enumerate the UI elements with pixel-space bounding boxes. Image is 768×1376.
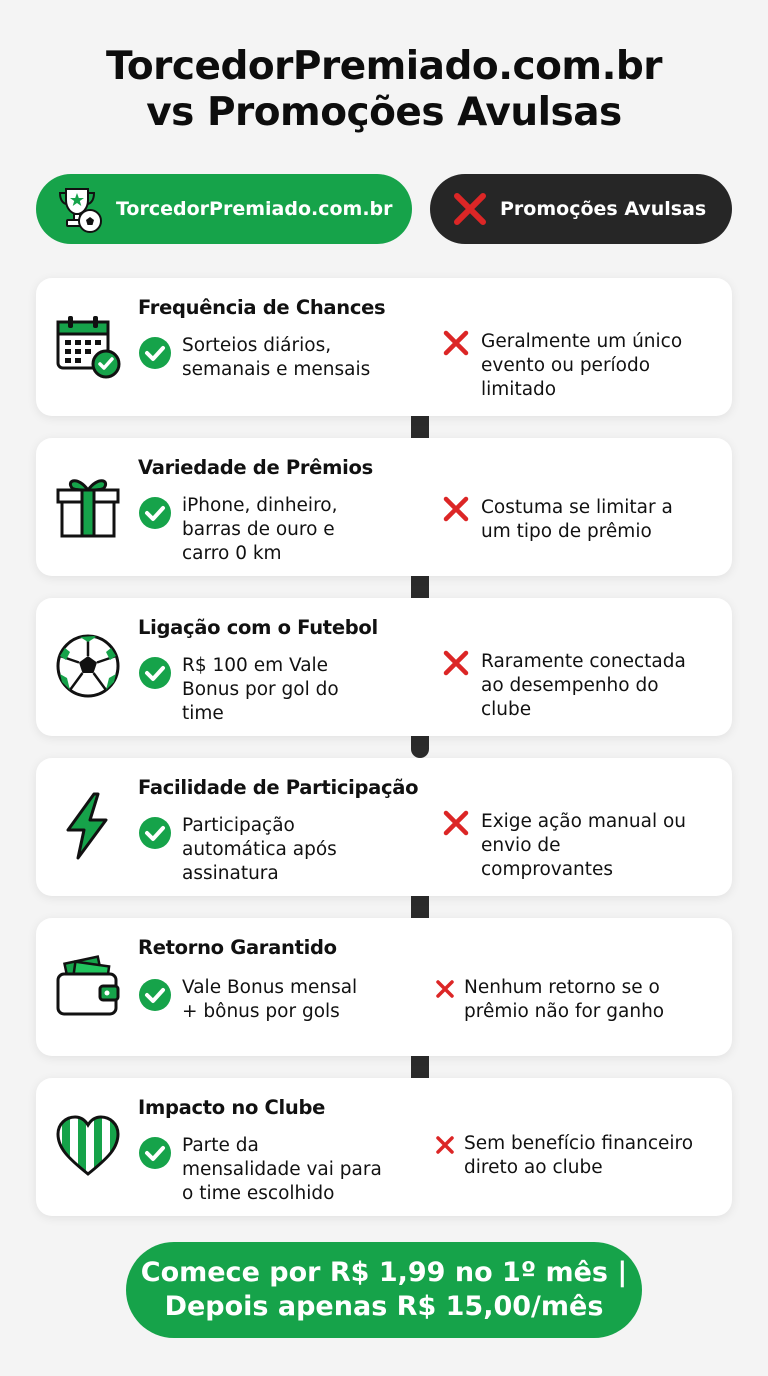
green-check-icon bbox=[138, 816, 172, 850]
title-line-1: TorcedorPremiado.com.br bbox=[105, 44, 663, 89]
con-item bbox=[441, 810, 686, 882]
comparison-row-variedade bbox=[36, 438, 732, 576]
calendar-check-icon bbox=[54, 312, 122, 380]
pro-item bbox=[138, 976, 408, 1024]
category-title: Impacto no Clube bbox=[138, 1096, 326, 1119]
pro-text: Vale Bonus mensal + bônus por gols bbox=[182, 977, 358, 1022]
comparison-row-frequencia bbox=[36, 278, 732, 416]
page-title bbox=[0, 44, 768, 136]
green-check-icon bbox=[138, 978, 172, 1012]
con-text: Geralmente um único evento ou período limitado bbox=[481, 331, 683, 400]
con-text: Nenhum retorno se o prêmio não for ganho bbox=[464, 977, 665, 1022]
green-check-icon bbox=[138, 1136, 172, 1170]
comparison-row-facilidade bbox=[36, 758, 732, 896]
green-check-icon bbox=[138, 496, 172, 530]
pro-item bbox=[138, 494, 408, 566]
comparison-row-impacto bbox=[36, 1078, 732, 1216]
pro-text: Participação automática após assinatura bbox=[182, 815, 337, 884]
green-check-icon bbox=[138, 336, 172, 370]
pro-item bbox=[138, 814, 408, 886]
pro-item bbox=[138, 654, 408, 726]
cta-line-2: Depois apenas R$ 15,00/mês bbox=[164, 1291, 604, 1322]
promocoes-avulsas-header-pill bbox=[430, 174, 732, 244]
pro-item bbox=[138, 1134, 408, 1206]
con-item bbox=[441, 330, 682, 402]
pro-item bbox=[138, 334, 408, 382]
green-check-icon bbox=[138, 656, 172, 690]
torcedor-premiado-header-pill bbox=[36, 174, 412, 244]
promocoes-avulsas-label: Promoções Avulsas bbox=[500, 198, 707, 220]
con-item bbox=[441, 496, 673, 544]
red-x-icon bbox=[441, 808, 471, 838]
red-x-icon bbox=[452, 191, 488, 227]
striped-heart-icon bbox=[54, 1112, 122, 1180]
soccer-ball-icon bbox=[54, 632, 122, 700]
red-x-icon bbox=[441, 328, 471, 358]
con-item bbox=[441, 650, 686, 722]
comparison-row-retorno bbox=[36, 918, 732, 1056]
con-text: Costuma se limitar a um tipo de prêmio bbox=[481, 497, 673, 542]
category-title: Ligação com o Futebol bbox=[138, 616, 378, 639]
pro-text: iPhone, dinheiro, barras de ouro e carro 0 km bbox=[182, 495, 338, 564]
red-x-icon bbox=[441, 494, 471, 524]
con-text: Exige ação manual ou envio de comprovantes bbox=[481, 811, 687, 880]
trophy-ball-icon bbox=[54, 184, 104, 234]
category-title: Facilidade de Participação bbox=[138, 776, 419, 799]
wallet-icon bbox=[54, 952, 122, 1020]
category-title: Retorno Garantido bbox=[138, 936, 337, 959]
cta-line-1: Comece por R$ 1,99 no 1º mês | bbox=[140, 1257, 628, 1288]
pricing-cta-banner[interactable] bbox=[126, 1242, 642, 1338]
con-text: Sem benefício financeiro direto ao clube bbox=[464, 1133, 694, 1178]
pro-text: Parte da mensalidade vai para o time escolhido bbox=[182, 1135, 382, 1204]
pro-text: Sorteios diários, semanais e mensais bbox=[182, 335, 371, 380]
red-x-icon bbox=[434, 978, 456, 1000]
red-x-icon bbox=[441, 648, 471, 678]
title-line-2: vs Promoções Avulsas bbox=[146, 90, 622, 135]
con-text: Raramente conectada ao desempenho do clube bbox=[481, 651, 686, 720]
con-item bbox=[434, 976, 664, 1024]
torcedor-premiado-label: TorcedorPremiado.com.br bbox=[116, 198, 393, 220]
gift-icon bbox=[54, 472, 122, 540]
pro-text: R$ 100 em Vale Bonus por gol do time bbox=[182, 655, 339, 724]
category-title: Variedade de Prêmios bbox=[138, 456, 373, 479]
red-x-icon bbox=[434, 1134, 456, 1156]
category-title: Frequência de Chances bbox=[138, 296, 386, 319]
con-item bbox=[434, 1132, 693, 1180]
comparison-row-futebol bbox=[36, 598, 732, 736]
lightning-bolt-icon bbox=[54, 792, 122, 860]
